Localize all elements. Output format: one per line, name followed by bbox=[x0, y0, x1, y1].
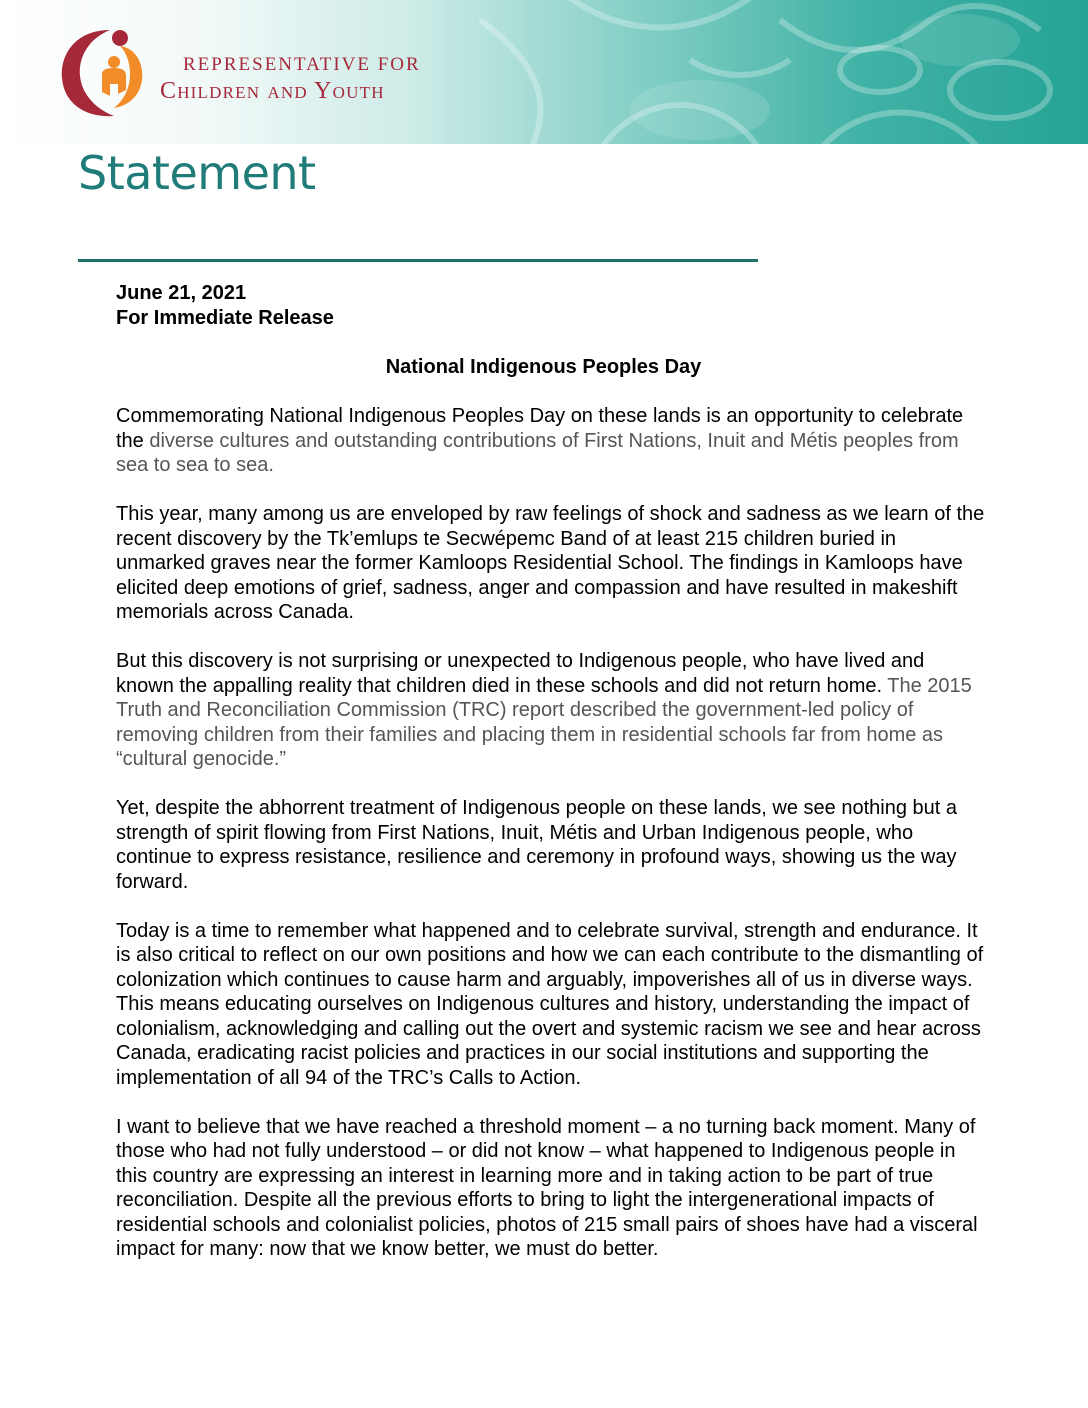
document-type-title: Statement bbox=[78, 146, 316, 200]
paragraph-2-text: This year, many among us are enveloped by raw feelings of shock and sadness as we learn of the recent discovery by the Tk’emlups te Secwépemc Band of at least 215 children buried in unmarked graves near the former Kamloops Residential School. The findings in Kamloops have elicited deep emotions of grief, sadness, anger and compassion and have resulted in makeshift memorials across Canada. bbox=[116, 503, 985, 623]
title-divider bbox=[78, 259, 758, 262]
statement-headline: National Indigenous Peoples Day bbox=[385, 356, 702, 378]
paragraph-6 bbox=[116, 1115, 986, 1262]
header-banner bbox=[0, 0, 1088, 144]
paragraph-3-gray-text: The 2015 Truth and Reconciliation Commission (TRC) report described the government-led policy of removing children from their families and placing them in residential schools far from home as “cultural genocide.” bbox=[116, 674, 972, 770]
rcy-logo-icon bbox=[58, 24, 148, 120]
paragraph-2 bbox=[116, 502, 986, 625]
org-name-line2: Children and Youth bbox=[160, 78, 385, 104]
paragraph-1 bbox=[116, 404, 986, 478]
paragraph-3-text: But this discovery is not surprising or unexpected to Indigenous people, who have lived and known the appalling reality that children died in these schools and did not return home. bbox=[116, 650, 925, 697]
org-name-line1: REPRESENTATIVE FOR bbox=[183, 54, 421, 75]
paragraph-3 bbox=[116, 649, 986, 772]
paragraph-1-text: Commemorating National Indigenous Peoples Day on these lands is an opportunity to celebrate the bbox=[116, 405, 964, 452]
paragraph-5 bbox=[116, 919, 986, 1091]
paragraph-4-text: Yet, despite the abhorrent treatment of Indigenous people on these lands, we see nothing but a strength of spirit flowing from First Nations, Inuit, Métis and Urban Indigenous people, who continue to express resistance, resilience and ceremony in profound ways, showing us the way forward. bbox=[116, 797, 957, 893]
paragraph-5-text: Today is a time to remember what happened and to celebrate survival, strength and endurance. It is also critical to reflect on our own positions and how we can each contribute to the dismantling of colonization which continues to cause harm and arguably, impoverishes all of us in diverse ways. This means educating ourselves on Indigenous cultures and history, understanding the impact of colonialism, acknowledging and calling out the overt and systemic racism we see and hear across Canada, eradicating racist policies and practices in our social institutions and supporting the implementation of all 94 of the TRC’s Calls to Action. bbox=[116, 919, 984, 1089]
release-date: June 21, 2021 bbox=[116, 282, 247, 304]
paragraph-1-gray-text: diverse cultures and outstanding contributions of First Nations, Inuit and Métis peoples from sea to sea to sea. bbox=[116, 429, 959, 476]
paragraph-6-text: I want to believe that we have reached a threshold moment – a no turning back moment. Many of those who had not fully understood – or did not know – what happened to Indigenous people in this country are expressing an interest in learning more and in taking action to be part of true reconciliation. Despite all the previous efforts to bring to light the intergenerational impacts of residential schools and colonialist policies, photos of 215 small pairs of shoes have had a visceral impact for many: now that we know better, we must do better. bbox=[116, 1115, 978, 1260]
statement-body bbox=[116, 281, 986, 1262]
paragraph-4 bbox=[116, 796, 986, 894]
banner-pattern bbox=[0, 0, 1088, 144]
release-note: For Immediate Release bbox=[116, 306, 334, 329]
